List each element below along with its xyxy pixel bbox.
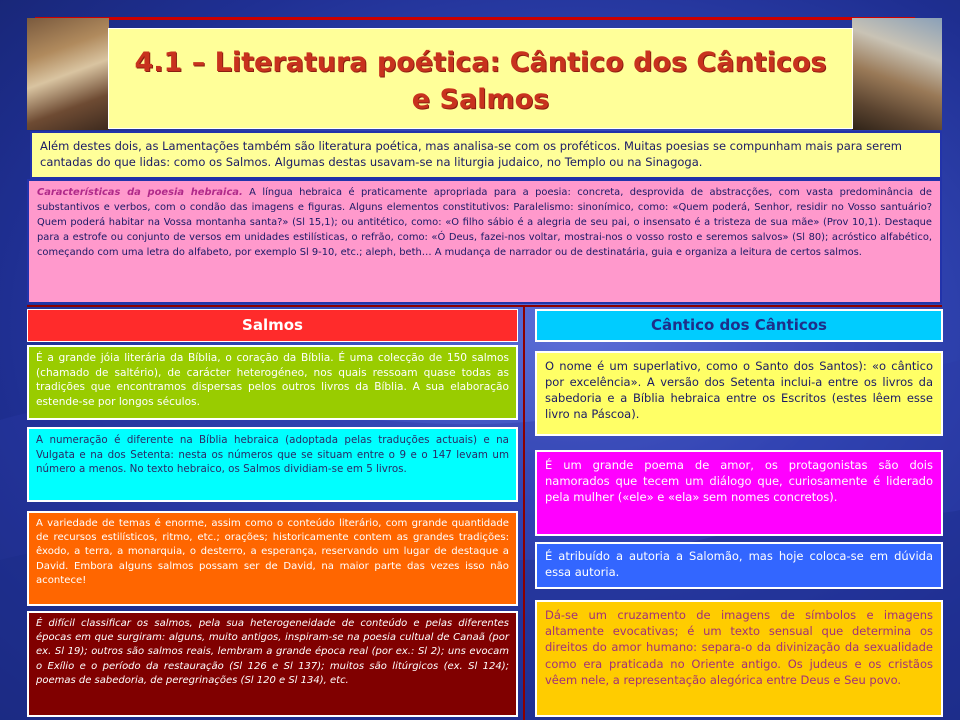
caracteristicas-box <box>27 179 942 304</box>
salmos-heading: Salmos <box>27 309 518 342</box>
caracteristicas-text: A língua hebraica é praticamente apropriada para a poesia: concreta, desprovida de abstracções, com vasta predominância de substantivos e verbos, com o condão das imagens e figuras. Alguns elementos constitutivos: Paralelismo: sinonímico, como: «Quem poderá, Senhor, residir no Vosso santuário? Quem poderá habitar na Vossa montanha santa?» (Sl 15,1); ou antitético, como: «O filho sábio é a alegria de seu pai, o insensato é a tristeza de sua mãe» (Prov 10,1). Destaque para a estrofe ou conjunto de versos em unidades estilísticas, o refrão, como: «Ó Deus, fazei-nos voltar, mostrai-nos o vosso rosto e seremos salvos» (Sl 80); acróstico alfabético, começando com uma letra do alfabeto, por exemplo Sl 9-10, etc.; aleph, beth… A mudança de narrador ou de destinatária, guia e organiza a leitura de certos salmos. <box>37 187 932 258</box>
image-left-figure <box>27 18 109 130</box>
image-right-figure <box>852 18 942 130</box>
title-line-2: e Salmos <box>411 84 550 115</box>
caracteristicas-label: Características da poesia hebraica. <box>37 187 243 198</box>
title-top-rule <box>35 17 915 20</box>
cantico-paragraph-4: Dá-se um cruzamento de imagens de símbolos e imagens altamente evocativas; é um texto sensual que determina os direitos do amor humano: separa-o da divinização da sexualidade como era praticada no Oriente antigo. Os judeus e os cristãos vêem nele, a representação alegórica entre Deus e Seu povo. <box>535 600 943 717</box>
section-divider-vertical <box>523 307 525 720</box>
title-line-1: 4.1 – Literatura poética: Cântico dos Cânticos <box>134 47 827 78</box>
cantico-paragraph-1: O nome é um superlativo, como o Santo dos Santos): «o cântico por excelência». A versão dos Setenta inclui-a entre os livros da sabedoria e a Bíblia hebraica entre os Escritos (estes lêem esse livro na Páscoa). <box>535 351 943 436</box>
slide-title <box>108 28 853 129</box>
salmos-paragraph-4: É difícil classificar os salmos, pela sua heterogeneidade de conteúdo e pelas diferentes épocas em que surgiram: alguns, muito antigos, inspiram-se na poesia cultual de Canaã (por ex. Sl 19); outros são salmos reais, lembram a grande época real (por ex.: Sl 2); uns evocam o Exílio e o período da restauração (Sl 126 e Sl 137); muitos são litúrgicos (ex. Sl 124); poemas de sabedoria, de peregrinações (Sl 120 e Sl 134), etc. <box>27 611 518 717</box>
salmos-paragraph-3: A variedade de temas é enorme, assim como o conteúdo literário, com grande quantidade de recursos estilísticos, ritmo, etc.; orações; historicamente contem as grandes tradições: êxodo, a terra, a monarquia, o desterro, a esperança, reservando um lugar de destaque a David. Embora alguns salmos possam ser de David, na maior parte das vezes isso não acontece! <box>27 511 518 606</box>
section-divider-horizontal <box>27 305 942 307</box>
intro-text: Além destes dois, as Lamentações também são literatura poética, mas analisa-se com os proféticos. Muitas poesias se compunham mais para serem cantadas do que lidas: como os Salmos. Algumas destas usavam-se na liturgia judaico, no Templo ou na Sinagoga. <box>30 131 942 179</box>
cantico-heading: Cântico dos Cânticos <box>535 309 943 342</box>
salmos-paragraph-1: É a grande jóia literária da Bíblia, o coração da Bíblia. É uma colecção de 150 salmos (chamado de saltério), de carácter heterogéneo, nos quais ressoam quase todas as tradições que encontramos dispersas pelos outros livros da Bíblia. A sua elaboração estende-se por longos séculos. <box>27 345 518 420</box>
cantico-paragraph-3: É atribuído a autoria a Salomão, mas hoje coloca-se em dúvida essa autoria. <box>535 542 943 589</box>
salmos-paragraph-2: A numeração é diferente na Bíblia hebraica (adoptada pelas traduções actuais) e na Vulgata e na dos Setenta: nesta os números que se situam entre o 9 e o 147 levam um número a menos. No texto hebraico, os Salmos dividiam-se em 5 livros. <box>27 427 518 502</box>
cantico-paragraph-2: É um grande poema de amor, os protagonistas são dois namorados que tecem um diálogo que, curiosamente é liderado pela mulher («ele» e «ela» sem nomes concretos). <box>535 450 943 536</box>
